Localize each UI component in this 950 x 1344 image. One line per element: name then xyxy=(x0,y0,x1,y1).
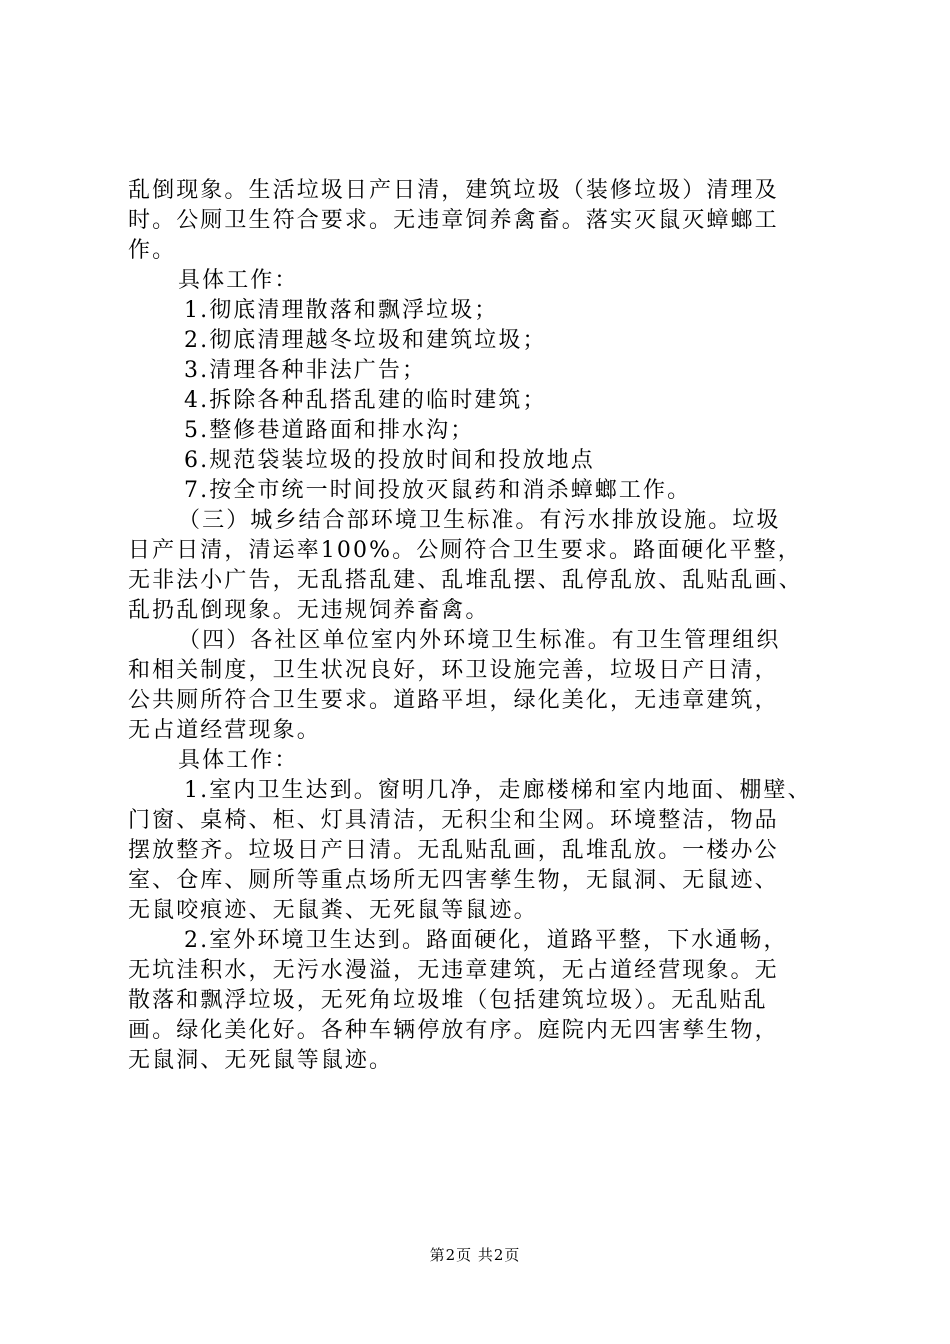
page-footer: 第2页 共2页 xyxy=(429,1246,521,1264)
text-line: 乱倒现象。生活垃圾日产日清，建筑垃圾（装修垃圾）清理及 xyxy=(128,178,779,203)
text-line: 1.室内卫生达到。窗明几净，走廊楼梯和室内地面、棚壁、 xyxy=(184,778,812,803)
text-line: 摆放整齐。垃圾日产日清。无乱贴乱画，乱堆乱放。一楼办公 xyxy=(128,838,779,863)
text-line: 日产日清，清运率100%。公厕符合卫生要求。路面硬化平整， xyxy=(128,538,802,563)
text-line: 时。公厕卫生符合要求。无违章饲养禽畜。落实灭鼠灭蟑螂工 xyxy=(128,208,779,233)
text-line: 室、仓库、厕所等重点场所无四害孳生物，无鼠洞、无鼠迹、 xyxy=(128,868,779,893)
text-line: （四）各社区单位室内外环境卫生标准。有卫生管理组织 xyxy=(178,628,781,653)
text-line: 4.拆除各种乱搭乱建的临时建筑； xyxy=(184,388,547,413)
text-line: 2.彻底清理越冬垃圾和建筑垃圾； xyxy=(184,328,547,353)
text-line: 乱扔乱倒现象。无违规饲养畜禽。 xyxy=(128,598,490,623)
text-line: 无非法小广告，无乱搭乱建、乱堆乱摆、乱停乱放、乱贴乱画、 xyxy=(128,568,803,593)
text-line: 3.清理各种非法广告； xyxy=(184,358,427,383)
text-line: 无坑洼积水，无污水漫溢，无违章建筑，无占道经营现象。无 xyxy=(128,958,779,983)
text-line: 作。 xyxy=(128,238,177,263)
text-line: 6.规范袋装垃圾的投放时间和投放地点 xyxy=(184,448,595,473)
text-line: （三）城乡结合部环境卫生标准。有污水排放设施。垃圾 xyxy=(178,508,781,533)
text-line: 1.彻底清理散落和飘浮垃圾； xyxy=(184,298,499,323)
text-line: 和相关制度，卫生状况良好，环卫设施完善，垃圾日产日清， xyxy=(128,658,779,683)
text-line: 具体工作： xyxy=(178,268,299,293)
text-line: 7.按全市统一时间投放灭鼠药和消杀蟑螂工作。 xyxy=(184,478,692,503)
document-body xyxy=(128,176,832,1076)
text-line: 无占道经营现象。 xyxy=(128,718,321,743)
text-line: 散落和飘浮垃圾，无死角垃圾堆（包括建筑垃圾）。无乱贴乱 xyxy=(128,988,768,1013)
text-line: 5.整修巷道路面和排水沟； xyxy=(184,418,475,443)
text-line: 具体工作： xyxy=(178,748,299,773)
text-line: 无鼠咬痕迹、无鼠粪、无死鼠等鼠迹。 xyxy=(128,898,538,923)
text-line: 无鼠洞、无死鼠等鼠迹。 xyxy=(128,1048,394,1073)
text-line: 门窗、桌椅、柜、灯具清洁，无积尘和尘网。环境整洁，物品 xyxy=(128,808,779,833)
text-line: 画。绿化美化好。各种车辆停放有序。庭院内无四害孳生物， xyxy=(128,1018,779,1043)
text-line: 2.室外环境卫生达到。路面硬化，道路平整，下水通畅， xyxy=(184,928,788,953)
text-line: 公共厕所符合卫生要求。道路平坦，绿化美化，无违章建筑， xyxy=(128,688,779,713)
